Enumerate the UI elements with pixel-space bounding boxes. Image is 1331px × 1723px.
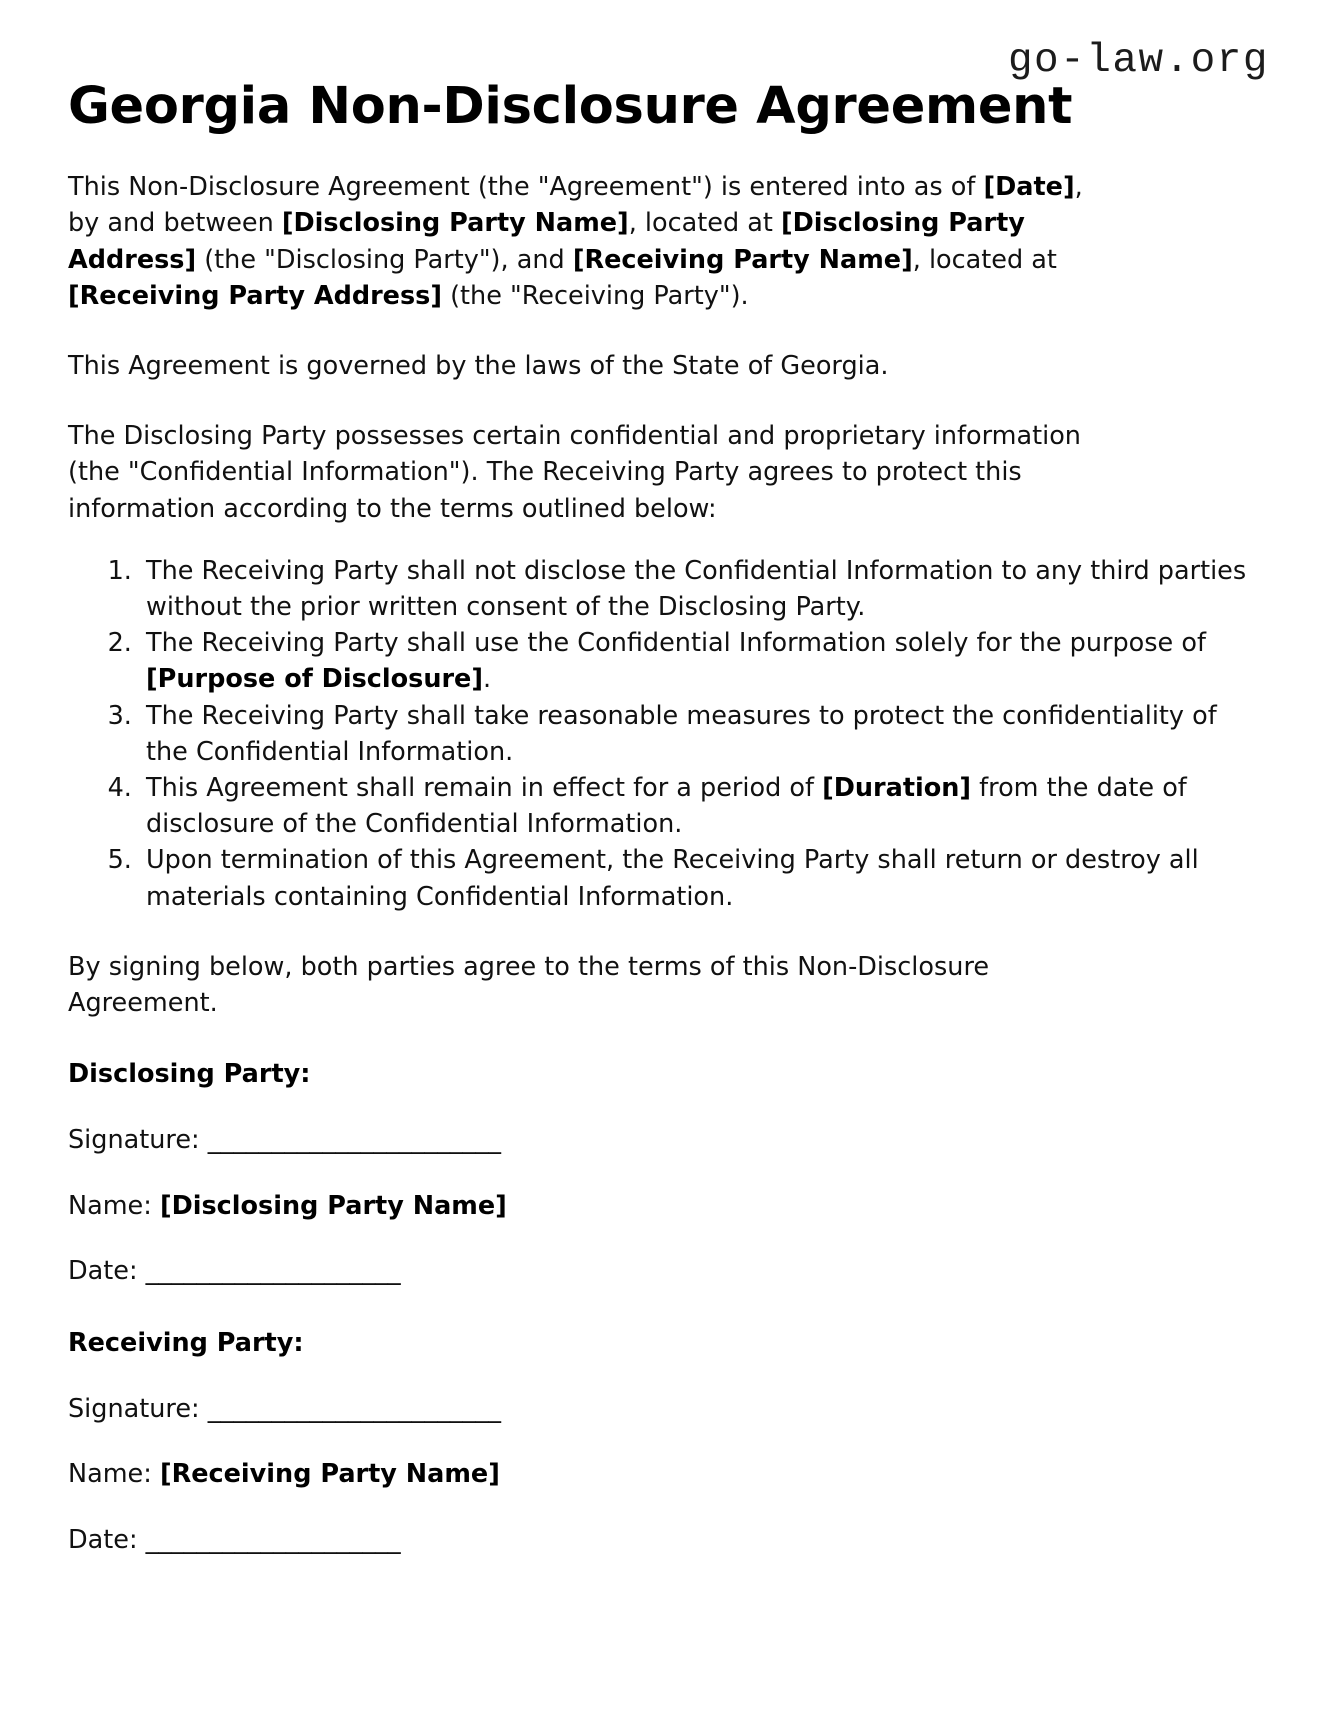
term-placeholder: [Duration] <box>822 772 972 803</box>
list-item <box>140 842 1250 914</box>
recital-paragraph: The Disclosing Party possesses certain confidential and proprietary information (the "Confidential Information"). The Receiving Party agrees to protect this information according to the terms outlined below: <box>68 421 1081 524</box>
disclosing-name-line <box>68 1159 1263 1225</box>
site-watermark: go-law.org <box>1007 38 1269 84</box>
term-text-before: The Receiving Party shall take reasonable measures to protect the confidentiality of the Confidential Information. <box>146 700 1217 767</box>
intro-text-4: (the "Disclosing Party"), and <box>196 244 573 275</box>
receiving-party-name-value: [Receiving Party Name] <box>159 1459 500 1490</box>
signature-label: Signature: <box>68 1393 208 1424</box>
disclosing-party-name-value: [Disclosing Party Name] <box>159 1190 507 1221</box>
list-item <box>140 625 1250 697</box>
term-text-before: Upon termination of this Agreement, the Receiving Party shall return or destroy all materials containing Confidential Information. <box>146 845 1199 912</box>
date-rule[interactable]: ____________________ <box>145 1256 401 1287</box>
signature-label: Signature: <box>68 1124 208 1155</box>
term-text-before: The Receiving Party shall use the Confidential Information solely for the purpose of <box>146 628 1206 659</box>
date-placeholder: [Date] <box>983 172 1075 203</box>
disclosing-party-heading: Disclosing Party: <box>68 1059 311 1090</box>
disclosing-party-address-placeholder: [Disclosing Party Address] <box>68 208 1025 275</box>
page-title: Georgia Non-Disclosure Agreement <box>68 77 1073 136</box>
signature-rule[interactable]: _______________________ <box>207 1124 501 1155</box>
intro-text-6: (the "Receiving Party"). <box>441 280 749 311</box>
intro-paragraph <box>68 135 1113 314</box>
receiving-name-line <box>68 1427 1263 1493</box>
name-label: Name: <box>68 1459 160 1490</box>
term-text-before: The Receiving Party shall not disclose the Confidential Information to any third parties without the prior written consent of the Disclosing Party. <box>146 555 1247 622</box>
signing-statement: By signing below, both parties agree to the terms of this Non-Disclosure Agreement. <box>68 951 990 1018</box>
intro-text-5: , located at <box>912 244 1057 275</box>
bottom-spacer <box>68 1559 1263 1599</box>
disclosing-party-name-placeholder: [Disclosing Party Name] <box>281 208 629 239</box>
date-rule[interactable]: ____________________ <box>145 1524 401 1555</box>
disclosing-date-line <box>68 1224 1263 1290</box>
intro-text-3: , located at <box>628 208 781 239</box>
receiving-party-heading: Receiving Party: <box>68 1327 304 1358</box>
governing-law-paragraph: This Agreement is governed by the laws of the State of Georgia. <box>68 350 889 381</box>
intro-text-1: This Non-Disclosure Agreement (the "Agreement") is entered into as of <box>68 172 984 203</box>
signature-rule[interactable]: _______________________ <box>207 1393 501 1424</box>
receiving-party-address-placeholder: [Receiving Party Address] <box>68 280 442 311</box>
intro-text-2: , by and between <box>68 172 1083 239</box>
list-item <box>140 770 1250 842</box>
term-text-after: from the date of disclosure of the Confidential Information. <box>146 772 1187 840</box>
list-item <box>140 698 1250 770</box>
list-item <box>140 553 1250 625</box>
date-label: Date: <box>68 1256 146 1287</box>
name-label: Name: <box>68 1190 160 1221</box>
term-text-after: . <box>483 664 492 695</box>
terms-list <box>68 527 1250 915</box>
date-label: Date: <box>68 1524 146 1555</box>
term-placeholder: [Purpose of Disclosure] <box>146 664 484 695</box>
receiving-date-line <box>68 1493 1263 1559</box>
disclosing-signature-line <box>68 1093 1263 1159</box>
receiving-signature-line <box>68 1362 1263 1428</box>
receiving-party-name-placeholder: [Receiving Party Name] <box>572 244 913 275</box>
term-text-before: This Agreement shall remain in effect for a period of <box>146 772 823 803</box>
